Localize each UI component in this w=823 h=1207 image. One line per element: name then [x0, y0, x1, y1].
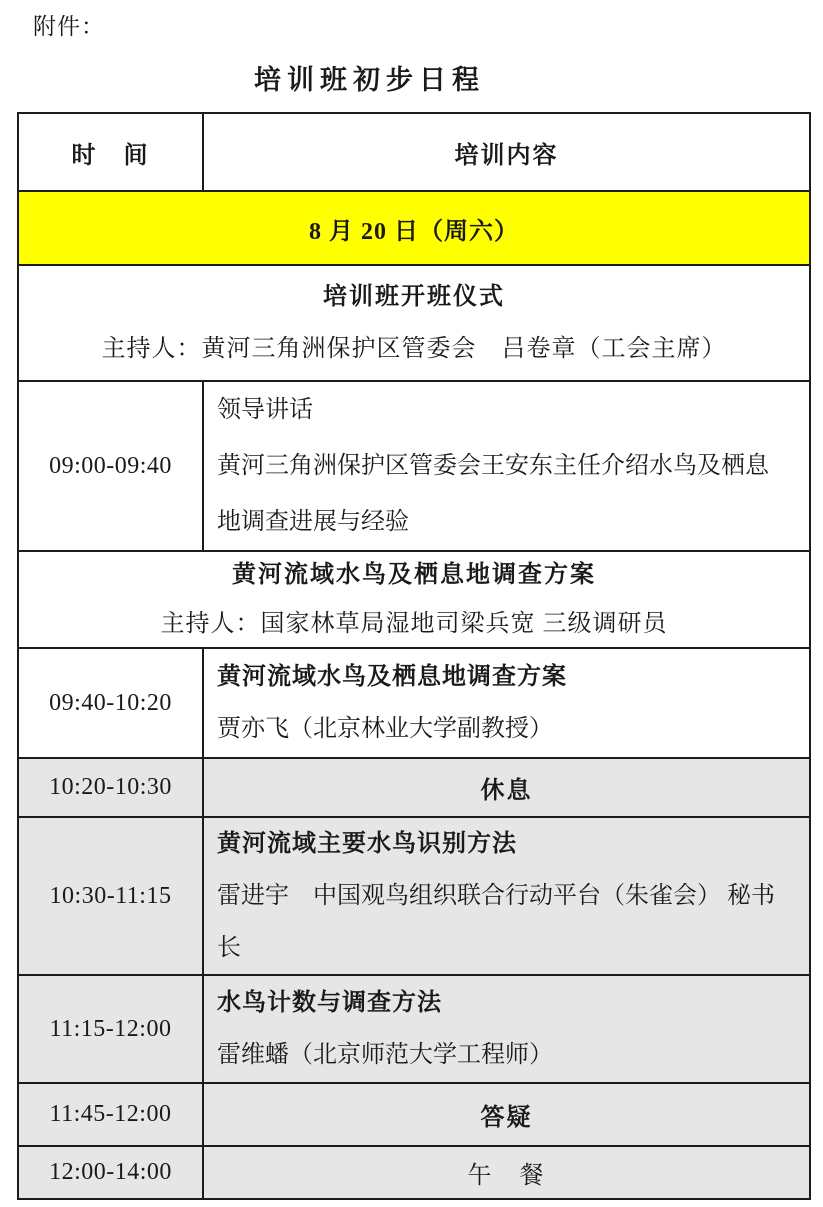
session-title: 黄河流域主要水鸟识别方法	[217, 831, 517, 857]
time-cell: 12:00-14:00	[18, 1146, 203, 1199]
schedule-table	[17, 112, 811, 1200]
time-cell: 11:15-12:00	[18, 975, 203, 1083]
session-line: 领导讲话	[217, 397, 313, 423]
session-line: 黄河三角洲保护区管委会王安东主任介绍水鸟及栖息地调查进展与经验	[217, 453, 769, 535]
section-host: 主持人：国家林草局湿地司梁兵宽 三级调研员	[160, 610, 668, 637]
page-title: 培训班初步日程	[254, 65, 485, 95]
time-cell: 09:40-10:20	[18, 648, 203, 758]
date-banner-row	[18, 191, 810, 265]
time-cell: 10:30-11:15	[18, 817, 203, 975]
session-speaker: 贾亦飞（北京林业大学副教授）	[217, 716, 553, 742]
lunch-label: 午 餐	[203, 1146, 810, 1199]
session-speaker: 雷进宇 中国观鸟组织联合行动平台（朱雀会） 秘书长	[217, 883, 775, 961]
time-cell: 11:45-12:00	[18, 1083, 203, 1146]
section-title: 黄河流域水鸟及栖息地调查方案	[232, 562, 596, 589]
section-host: 主持人：黄河三角洲保护区管委会 吕卷章（工会主席）	[101, 336, 727, 362]
session-row	[18, 381, 810, 551]
session-title: 黄河流域水鸟及栖息地调查方案	[217, 664, 567, 690]
section-row-opening	[18, 265, 810, 381]
time-cell: 09:00-09:40	[18, 381, 203, 551]
time-cell: 10:20-10:30	[18, 758, 203, 817]
qa-label: 答疑	[203, 1083, 810, 1146]
break-row	[18, 1083, 810, 1146]
session-row	[18, 975, 810, 1083]
attachment-label: 附件：	[33, 14, 105, 39]
break-row	[18, 758, 810, 817]
section-row-survey	[18, 551, 810, 648]
section-title: 培训班开班仪式	[323, 283, 505, 310]
session-row	[18, 648, 810, 758]
date-banner-cell: 8 月 20 日（周六）	[18, 191, 810, 265]
header-time-cell: 时 间	[18, 113, 203, 191]
break-label: 休息	[203, 758, 810, 817]
table-header-row	[18, 113, 810, 191]
header-content-cell: 培训内容	[203, 113, 810, 191]
session-row	[18, 817, 810, 975]
session-speaker: 雷维蟠（北京师范大学工程师）	[217, 1042, 553, 1068]
session-title: 水鸟计数与调查方法	[217, 990, 442, 1016]
lunch-row	[18, 1146, 810, 1199]
